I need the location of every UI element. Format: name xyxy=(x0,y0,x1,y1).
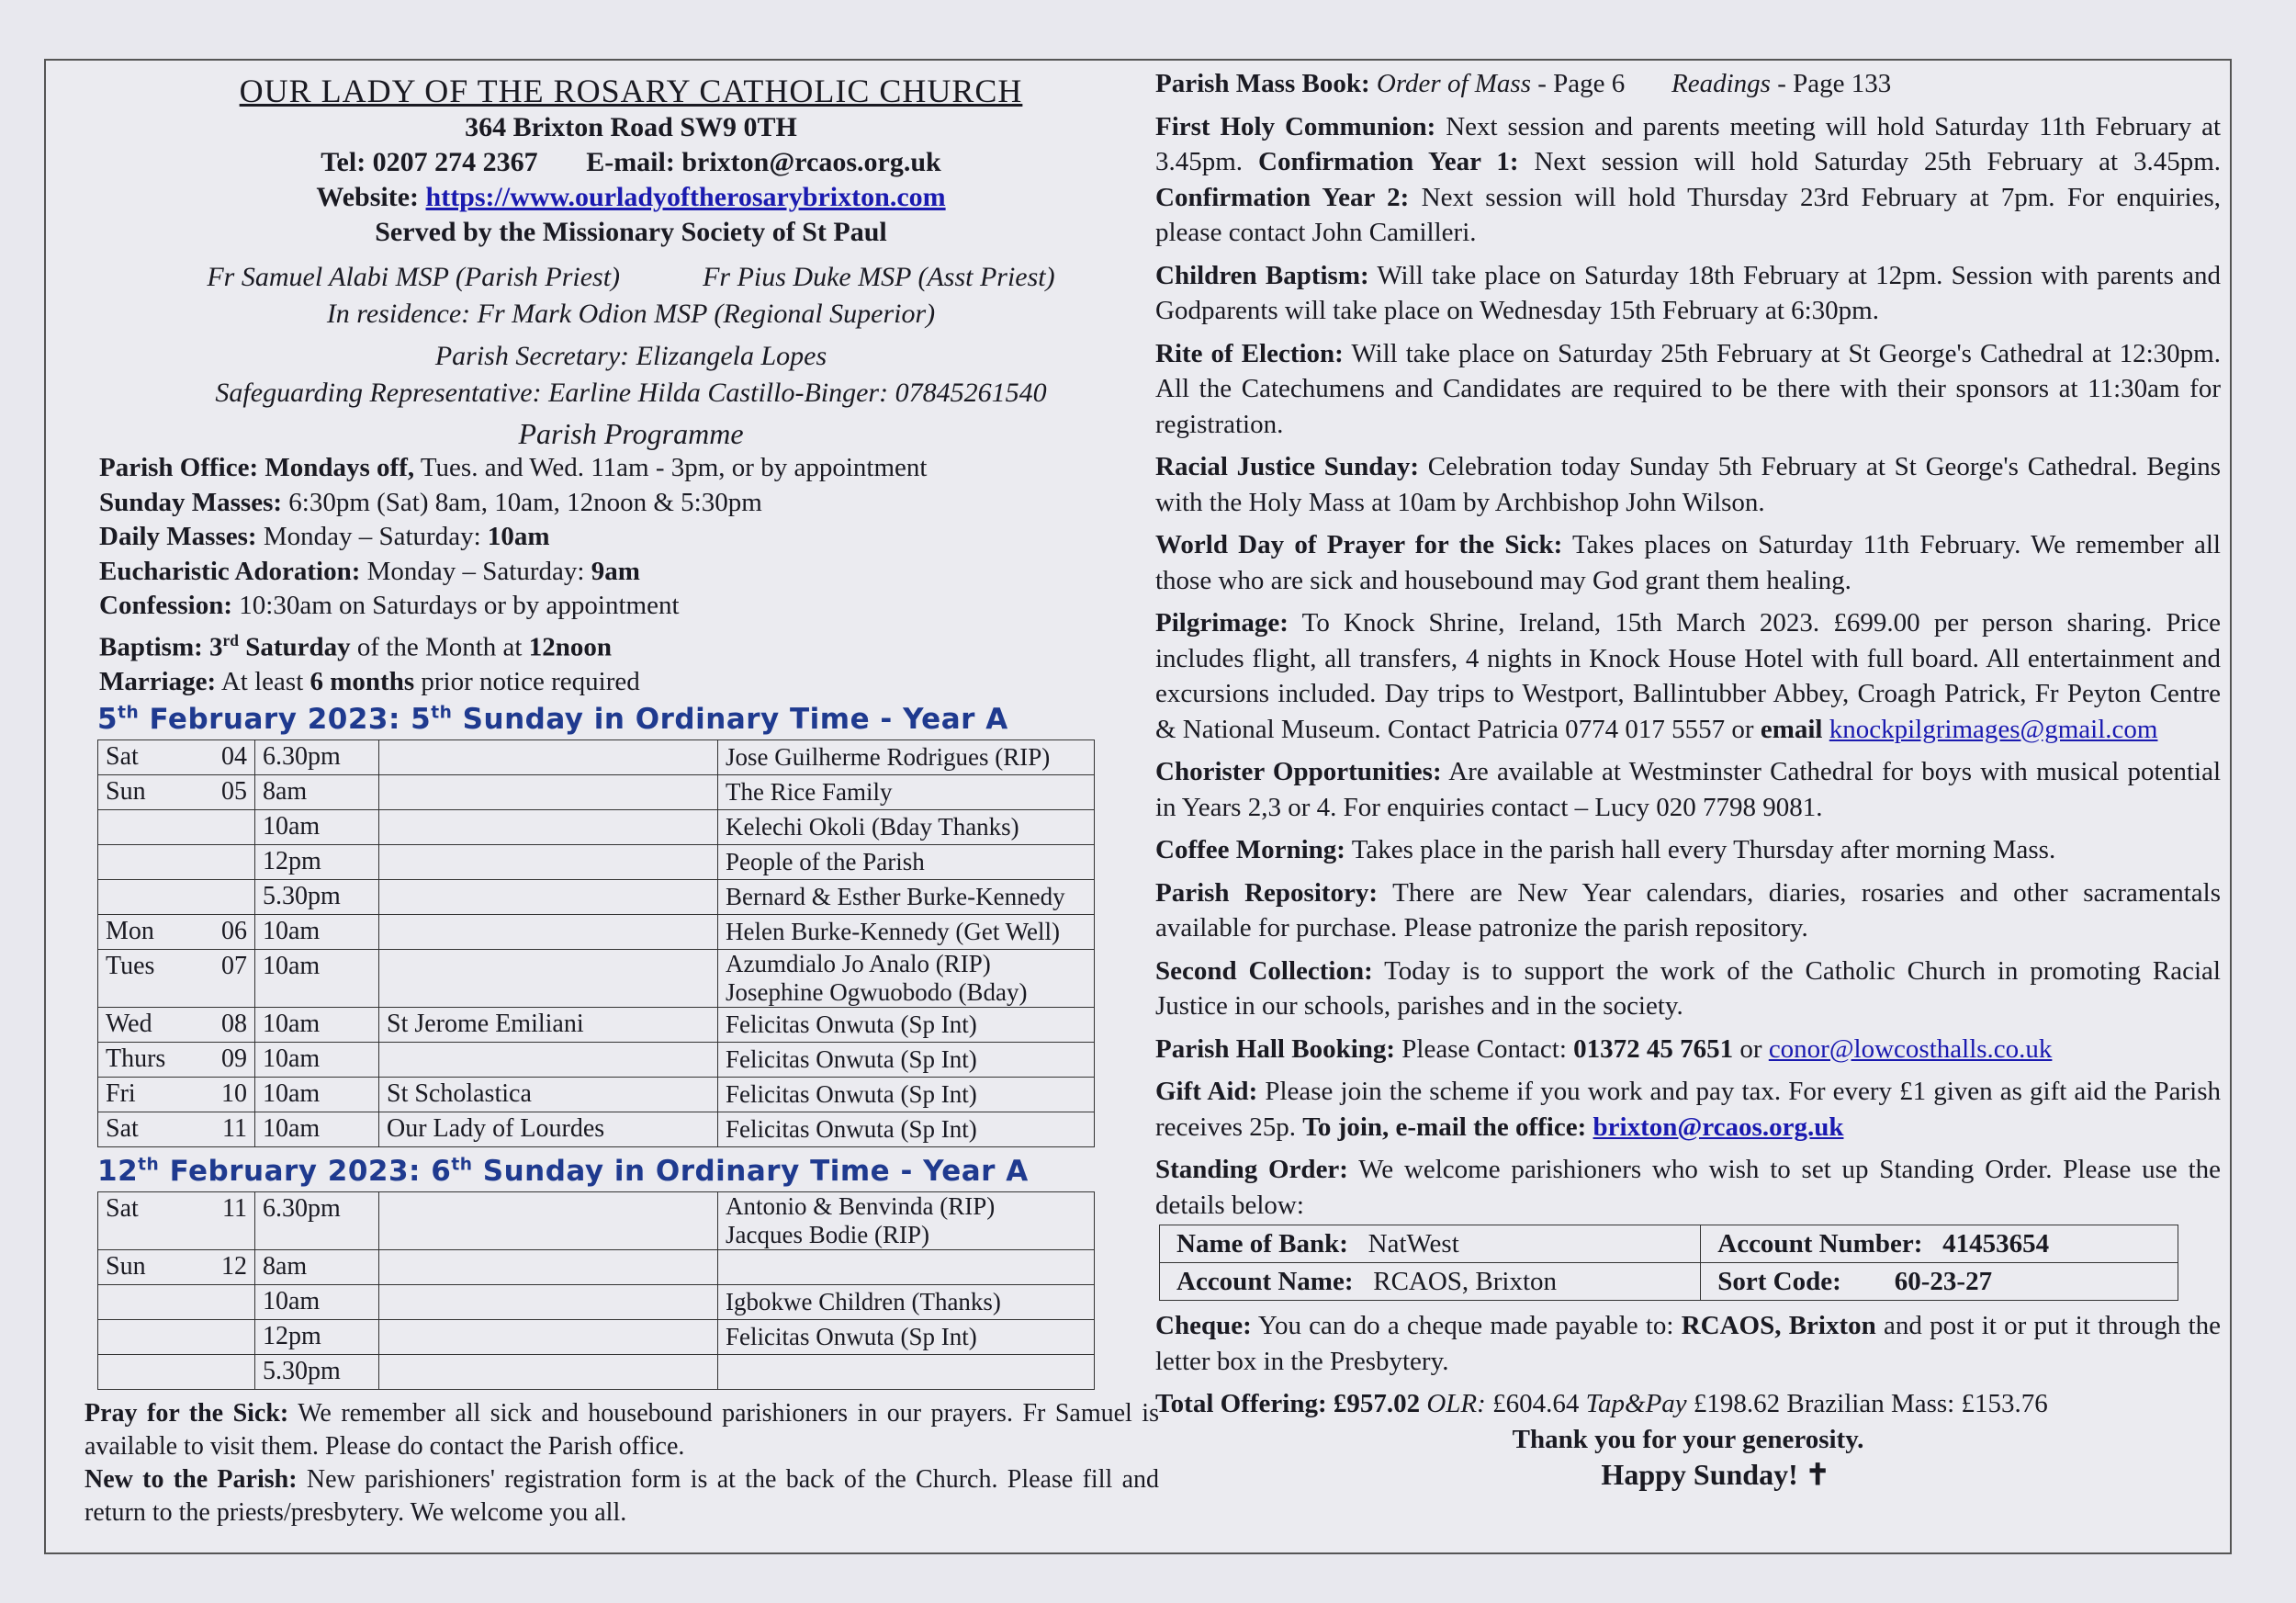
mass-intention: Felicitas Onwuta (Sp Int) xyxy=(718,1043,1095,1078)
mass-day: Sun xyxy=(98,1250,187,1285)
mass-intention: Helen Burke-Kennedy (Get Well) xyxy=(718,915,1095,950)
office-hours: Parish Office: Mondays off, Tues. and Wed. 11am - 3pm, or by appointment xyxy=(99,453,928,482)
mass-time: 8am xyxy=(255,775,379,810)
programme-title: Parish Programme xyxy=(518,417,744,450)
email: E-mail: brixton@rcaos.org.uk xyxy=(586,147,941,177)
baptism: Baptism: 3rd Saturday of the Month at 12noon xyxy=(99,630,612,662)
table-row xyxy=(98,1078,1095,1112)
happy-sunday: Happy Sunday! ✝ xyxy=(1601,1458,1830,1491)
mass-day: Sat xyxy=(98,740,187,775)
mass-time: 12pm xyxy=(255,1320,379,1355)
week2-title: 12th February 2023: 6th Sunday in Ordinary Time - Year A xyxy=(97,1155,1029,1189)
mass-feast: St Scholastica xyxy=(379,1078,718,1112)
mass-day: Mon xyxy=(98,915,187,950)
table-row xyxy=(98,1285,1095,1320)
mass-feast xyxy=(379,880,718,915)
mass-feast xyxy=(379,1285,718,1320)
account-name-cell: Account Name: RCAOS, Brixton xyxy=(1160,1263,1701,1301)
mass-day xyxy=(98,1320,187,1355)
bottom-notices xyxy=(84,1397,1159,1530)
sunday-masses: Sunday Masses: 6:30pm (Sat) 8am, 10am, 12noon & 5:30pm xyxy=(99,487,762,517)
table-row xyxy=(98,810,1095,845)
mass-day: Sun xyxy=(98,775,187,810)
mass-intention: Azumdialo Jo Analo (RIP) Josephine Ogwuobodo (Bday) xyxy=(718,950,1095,1008)
office-email-link[interactable]: brixton@rcaos.org.uk xyxy=(1593,1112,1844,1142)
mass-day: Sat xyxy=(98,1192,187,1250)
parish-priest: Fr Samuel Alabi MSP (Parish Priest) xyxy=(207,262,621,292)
table-row xyxy=(98,1043,1095,1078)
children-baptism: Children Baptism: Will take place on Saturday 18th February at 12pm. Session with parents and Godparents will take place on Wednesday 15th February at 6:30pm. xyxy=(1155,260,2221,325)
mass-date xyxy=(186,880,255,915)
mass-time: 5.30pm xyxy=(255,1355,379,1390)
table-row xyxy=(98,1192,1095,1250)
mass-intention: Jose Guilherme Rodrigues (RIP) xyxy=(718,740,1095,775)
table-row xyxy=(98,740,1095,775)
mass-intention xyxy=(718,1250,1095,1285)
standing-order: Standing Order: We welcome parishioners who wish to set up Standing Order. Please use the details below: xyxy=(1155,1155,2221,1220)
table-row xyxy=(98,950,1095,1008)
mass-feast xyxy=(379,810,718,845)
racial-justice-sunday: Racial Justice Sunday: Celebration today Sunday 5th February at St George's Cathedral. Begins with the Holy Mass at 10am by Archbishop John Wilson. xyxy=(1155,452,2221,517)
thank-you: Thank you for your generosity. xyxy=(1512,1424,1864,1454)
church-name: OUR LADY OF THE ROSARY CATHOLIC CHURCH xyxy=(239,73,1023,109)
mass-time: 10am xyxy=(255,810,379,845)
mass-intention: Felicitas Onwuta (Sp Int) xyxy=(718,1112,1095,1147)
mass-day xyxy=(98,810,187,845)
mass-date xyxy=(186,1285,255,1320)
mass-date: 04 xyxy=(186,740,255,775)
in-residence: In residence: Fr Mark Odion MSP (Regional Superior) xyxy=(326,299,936,329)
contact-line xyxy=(84,145,1177,180)
week2-mass-table xyxy=(97,1191,1095,1390)
mass-intention: Bernard & Esther Burke-Kennedy xyxy=(718,880,1095,915)
cheque: Cheque: You can do a cheque made payable to: RCAOS, Brixton and post it or put it through the letter box in the Presbytery. xyxy=(1155,1311,2221,1376)
mass-date xyxy=(186,1355,255,1390)
bank-details-table xyxy=(1159,1225,2178,1301)
mass-feast: St Jerome Emiliani xyxy=(379,1008,718,1043)
mass-feast xyxy=(379,845,718,880)
mass-feast: Our Lady of Lourdes xyxy=(379,1112,718,1147)
mass-time: 10am xyxy=(255,1112,379,1147)
pilgrimage: Pilgrimage: To Knock Shrine, Ireland, 15th March 2023. £699.00 per person sharing. Price includes flight, all transfers, 4 nights in Knock House Hotel with full board. All entertainment and excursions included. Day trips to Westport, Ballintubber Abbey, Croagh Patrick, Fr Peyton Centre & National Museum. Contact Patricia 0774 017 5557 or email knockpilgrimages@gmail.com xyxy=(1155,608,2221,744)
mass-time: 6.30pm xyxy=(255,740,379,775)
served-by: Served by the Missionary Society of St Paul xyxy=(375,217,887,247)
website-label: Website: xyxy=(316,182,426,212)
safeguarding: Safeguarding Representative: Earline Hilda Castillo-Binger: 07845261540 xyxy=(215,378,1047,408)
confession: Confession: 10:30am on Saturdays or by appointment xyxy=(99,591,680,620)
mass-intention: The Rice Family xyxy=(718,775,1095,810)
pilgrimage-email-link[interactable]: knockpilgrimages@gmail.com xyxy=(1829,714,2158,744)
gift-aid: Gift Aid: Please join the scheme if you work and pay tax. For every £1 given as gift aid the Parish receives 25p. To join, e-mail the office: brixton@rcaos.org.uk xyxy=(1155,1077,2221,1142)
hall-booking: Parish Hall Booking: Please Contact: 01372 45 7651 or conor@lowcosthalls.co.uk xyxy=(1155,1033,2053,1064)
mass-intention: Felicitas Onwuta (Sp Int) xyxy=(718,1078,1095,1112)
total-offering: Total Offering: £957.02 OLR: £604.64 Tap&Pay £198.62 Brazilian Mass: £153.76 xyxy=(1155,1389,2048,1418)
world-day-sick: World Day of Prayer for the Sick: Takes places on Saturday 11th February. We remember all those who are sick and housebound may God grant them healing. xyxy=(1155,530,2221,595)
table-row xyxy=(98,1250,1095,1285)
table-row xyxy=(98,845,1095,880)
mass-feast xyxy=(379,1043,718,1078)
mass-day: Fri xyxy=(98,1078,187,1112)
mass-day xyxy=(98,845,187,880)
adoration: Eucharistic Adoration: Monday – Saturday: 9am xyxy=(99,556,640,586)
mass-date: 06 xyxy=(186,915,255,950)
coffee-morning: Coffee Morning: Takes place in the parish hall every Thursday after morning Mass. xyxy=(1155,835,2056,864)
mass-date: 05 xyxy=(186,775,255,810)
right-column xyxy=(1155,66,2221,1500)
mass-time: 10am xyxy=(255,1078,379,1112)
mass-time: 8am xyxy=(255,1250,379,1285)
table-row xyxy=(98,1355,1095,1390)
new-to-parish: New to the Parish: New parishioners' registration form is at the back of the Church. Please fill and return to the priests/presbytery. We welcome you all. xyxy=(84,1465,1160,1528)
mass-intention: Igbokwe Children (Thanks) xyxy=(718,1285,1095,1320)
mass-date: 12 xyxy=(186,1250,255,1285)
parish-secretary: Parish Secretary: Elizangela Lopes xyxy=(434,341,827,371)
parish-repository: Parish Repository: There are New Year calendars, diaries, rosaries and other sacramentals available for purchase. Please patronize the parish repository. xyxy=(1155,877,2222,943)
sort-code-cell: Sort Code: 60-23-27 xyxy=(1701,1263,2178,1301)
table-row xyxy=(98,915,1095,950)
rite-of-election: Rite of Election: Will take place on Saturday 25th February at St George's Cathedral at 12:30pm. All the Catechumens and Candidates are required to be there with their sponsors at 11:30am for registration. xyxy=(1155,338,2221,439)
website-link[interactable]: https://www.ourladyoftherosarybrixton.com xyxy=(425,182,946,212)
mass-date: 09 xyxy=(186,1043,255,1078)
mass-feast xyxy=(379,775,718,810)
second-collection: Second Collection: Today is to support the work of the Catholic Church in promoting Racial Justice in our schools, parishes and in the society. xyxy=(1155,955,2221,1021)
bank-name-cell: Name of Bank: NatWest xyxy=(1160,1225,1701,1263)
marriage: Marriage: At least 6 months prior notice required xyxy=(99,666,640,696)
mass-feast xyxy=(379,1250,718,1285)
mass-day xyxy=(98,1355,187,1390)
mass-date xyxy=(186,1320,255,1355)
mass-day: Tues xyxy=(98,950,187,1008)
church-address: 364 Brixton Road SW9 0TH xyxy=(465,112,797,142)
left-column xyxy=(84,61,1177,1530)
website-line xyxy=(84,180,1177,215)
mass-intention: Felicitas Onwuta (Sp Int) xyxy=(718,1008,1095,1043)
mass-day: Sat xyxy=(98,1112,187,1147)
mass-feast xyxy=(379,1355,718,1390)
asst-priest: Fr Pius Duke MSP (Asst Priest) xyxy=(703,262,1055,292)
table-row xyxy=(98,1320,1095,1355)
mass-feast xyxy=(379,1320,718,1355)
mass-time: 5.30pm xyxy=(255,880,379,915)
table-row xyxy=(98,880,1095,915)
mass-time: 10am xyxy=(255,1043,379,1078)
pray-for-sick: Pray for the Sick: We remember all sick and housebound parishioners in our prayers. Fr Samuel is available to visit them. Please do contact the Parish office. xyxy=(84,1399,1159,1462)
mass-date: 07 xyxy=(186,950,255,1008)
mass-time: 10am xyxy=(255,1285,379,1320)
mass-feast xyxy=(379,1192,718,1250)
mass-day xyxy=(98,1285,187,1320)
mass-date: 11 xyxy=(186,1112,255,1147)
mass-date: 11 xyxy=(186,1192,255,1250)
tel: Tel: 0207 274 2367 xyxy=(321,147,538,177)
week1-mass-table xyxy=(97,739,1095,1147)
mass-time: 10am xyxy=(255,915,379,950)
table-row xyxy=(98,775,1095,810)
mass-date: 10 xyxy=(186,1078,255,1112)
table-row xyxy=(98,1112,1095,1147)
mass-feast xyxy=(379,740,718,775)
chorister: Chorister Opportunities: Are available at Westminster Cathedral for boys with musical potential in Years 2,3 or 4. For enquiries contact – Lucy 020 7798 9081. xyxy=(1155,757,2222,822)
mass-time: 10am xyxy=(255,1008,379,1043)
account-number-cell: Account Number: 41453654 xyxy=(1701,1225,2178,1263)
mass-time: 10am xyxy=(255,950,379,1008)
mass-intention xyxy=(718,1355,1095,1390)
mass-date: 08 xyxy=(186,1008,255,1043)
mass-date xyxy=(186,810,255,845)
mass-feast xyxy=(379,915,718,950)
mass-intention: Antonio & Benvinda (RIP) Jacques Bodie (RIP) xyxy=(718,1192,1095,1250)
mass-intention: Felicitas Onwuta (Sp Int) xyxy=(718,1320,1095,1355)
bulletin-page xyxy=(44,59,2232,1554)
mass-time: 6.30pm xyxy=(255,1192,379,1250)
programme-list xyxy=(99,451,1177,699)
mass-book: Parish Mass Book: Order of Mass - Page 6 Readings - Page 133 xyxy=(1155,69,1892,98)
mass-day: Wed xyxy=(98,1008,187,1043)
hall-email-link[interactable]: conor@lowcosthalls.co.uk xyxy=(1768,1033,2053,1064)
mass-day: Thurs xyxy=(98,1043,187,1078)
mass-intention: Kelechi Okoli (Bday Thanks) xyxy=(718,810,1095,845)
table-row xyxy=(98,1008,1095,1043)
mass-feast xyxy=(379,950,718,1008)
mass-date xyxy=(186,845,255,880)
priests-line xyxy=(84,259,1177,296)
daily-masses: Daily Masses: Monday – Saturday: 10am xyxy=(99,522,550,551)
mass-day xyxy=(98,880,187,915)
first-holy-communion: First Holy Communion: Next session and parents meeting will hold Saturday 11th February at 3.45pm. Confirmation Year 1: Next session will hold Saturday 25th February at 3.45pm. Confirmation Year 2: Next session will hold Thursday 23rd February at 7pm. For enquiries, please contact John Camilleri. xyxy=(1155,111,2222,247)
week1-title: 5th February 2023: 5th Sunday in Ordinary Time - Year A xyxy=(97,703,1008,737)
mass-time: 12pm xyxy=(255,845,379,880)
mass-intention: People of the Parish xyxy=(718,845,1095,880)
